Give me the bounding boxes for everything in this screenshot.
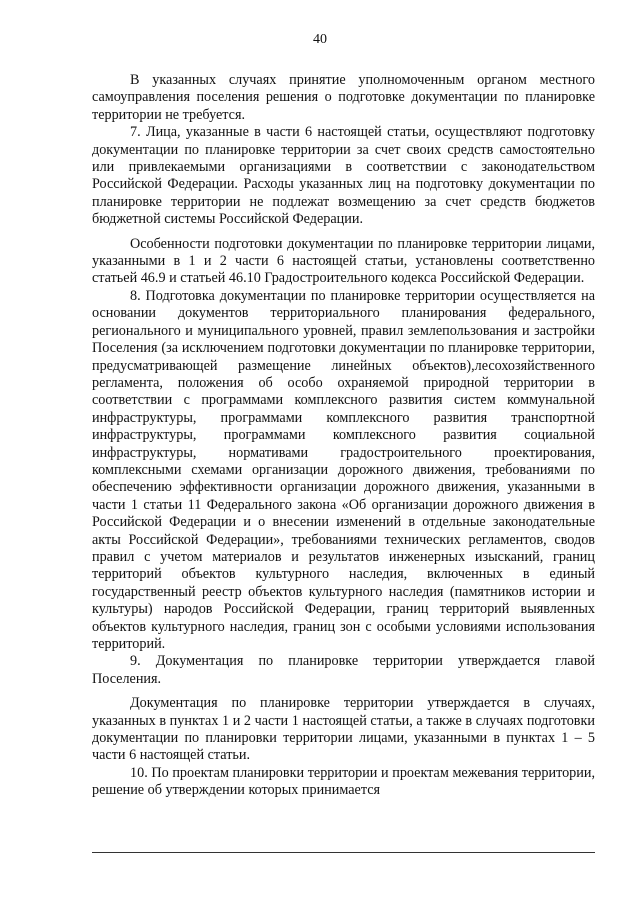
document-body [92,72,595,800]
footer-rule [92,852,595,853]
paragraph-cases-intro: В указанных случаях принятие уполномоченным органом местного самоуправления поселения решения о подготовке документации по планировке территории не требуется. [92,72,595,123]
paragraph-item-10: 10. По проектам планировки территории и проектам межевания территории, решение об утверждении которых принимается [92,764,595,799]
page-number: 40 [313,32,327,47]
paragraph-specifics: Особенности подготовки документации по планировке территории лицами, указанными в 1 и 2 части 6 настоящей статьи, установлены соответственно статьей 46.9 и статьей 46.10 Градостроительного кодекса Российской Федерации. [92,235,595,287]
paragraph-item-8: 8. Подготовка документации по планировке территории осуществляется на основании документов территориального планирования федерального, регионального и муниципального уровней, правил землепользования и застройки Поселения (за исключением подготовки документации по планировке территории, предусматривающей размещение линейных объектов),лесохозяйственного регламента, положения об особо охраняемой природной территории в соответствии с программами комплексного развития систем коммунальной инфраструктуры, программами комплексного развития транспортной инфраструктуры, программами комплексного развития социальной инфраструктуры, нормативами градостроительного проектирования, комплексными схемами организации дорожного движения, требованиями по обеспечению эффективности организации дорожного движения, указанными в части 1 статьи 11 Федерального закона «Об организации дорожного движения в Российской Федерации и о внесении изменений в отдельные законодательные акты Российской Федерации», требованиями технических регламентов, сводов правил с учетом материалов и результатов инженерных изысканий, границ территорий объектов культурного наследия, включенных в единый государственный реестр объектов культурного наследия (памятников истории и культуры) народов Российской Федерации, границ территорий выявленных объектов культурного наследия, границ зон с особыми условиями использования территорий. [92,287,595,652]
paragraph-item-9: 9. Документация по планировке территории утверждается главой Поселения. [92,653,595,687]
paragraph-approval-cases: Документация по планировке территории утверждается в случаях, указанных в пунктах 1 и 2 части 1 настоящей статьи, а также в случаях подготовки документации по планировки территории лицами, указанными в пунктах 1 – 5 части 6 настоящей статьи. [92,695,595,764]
paragraph-item-7: 7. Лица, указанные в части 6 настоящей статьи, осуществляют подготовку документации по планировке территории за счет своих средств самостоятельно или привлекаемыми организациями в соответствии с законодательством Российской Федерации. Расходы указанных лиц на подготовку документации по планировке территории не подлежат возмещению за счет средств бюджетов бюджетной системы Российской Федерации. [92,124,595,228]
